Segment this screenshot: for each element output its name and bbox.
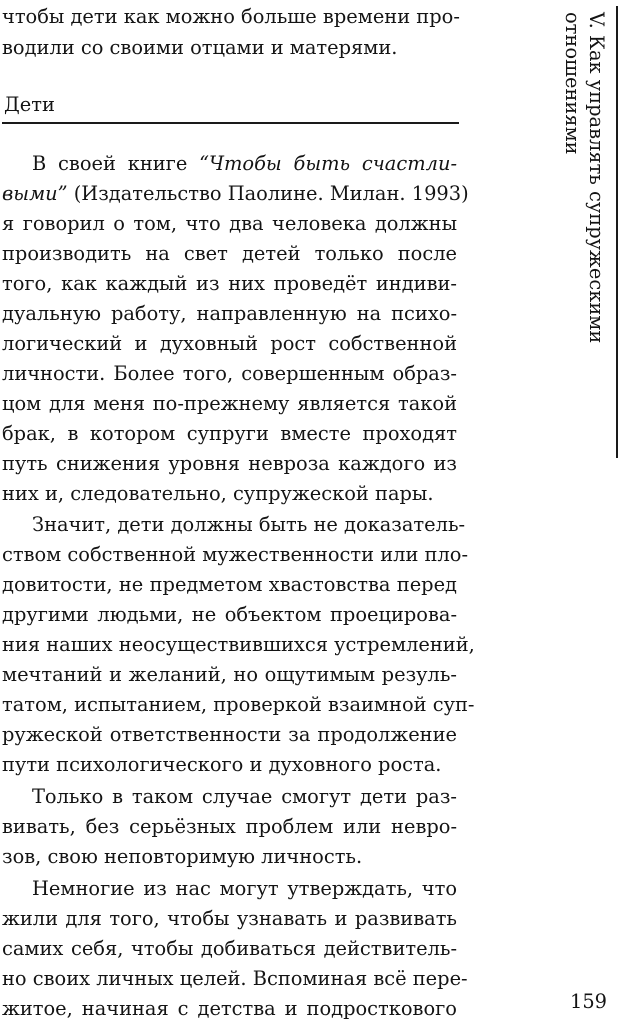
text-line: ния наших неосуществившихся устремлений, — [2, 633, 475, 656]
text-line: того, как каждый из них проведёт индиви- — [2, 272, 457, 295]
running-header-line2: отношениями — [561, 12, 584, 155]
text-line — [2, 179, 469, 209]
text-fragment: В своей книге — [32, 152, 188, 175]
text-line: производить на свет детей только после — [2, 242, 457, 265]
text-line: я говорил о том, что два человека должны — [2, 212, 457, 235]
text-line: путь снижения уровня невроза каждого из — [2, 452, 457, 475]
text-line: другими людьми, не объектом проецирова- — [2, 603, 457, 626]
text-line: брак, в котором супруги вместе проходят — [2, 422, 457, 445]
section-heading: Дети — [4, 93, 55, 116]
text-line — [32, 149, 457, 179]
publisher-note: (Издательство Паолине. Милан. 1993) — [73, 182, 469, 205]
page-number: 159 — [570, 990, 608, 1013]
text-line: Немногие из нас могут утверждать, что — [32, 877, 457, 900]
book-title: выми” — [2, 182, 68, 205]
book-title: “Чтобы быть счастли- — [199, 152, 458, 175]
running-header-rule — [616, 6, 618, 458]
text-line: ством собственной мужественности или пло- — [2, 543, 469, 566]
running-header — [560, 12, 608, 343]
text-line: татом, испытанием, проверкой взаимной суп- — [2, 693, 475, 716]
text-line: водили со своими отцами и матерями. — [2, 36, 398, 59]
text-line: Значит, дети должны быть не доказатель- — [32, 513, 466, 536]
text-line: логический и духовный рост собственной — [2, 332, 457, 355]
text-line: самих себя, чтобы добиваться действитель- — [2, 937, 457, 960]
text-line: чтобы дети как можно больше времени про- — [2, 5, 460, 28]
text-line: Только в таком случае смогут дети раз- — [32, 785, 457, 808]
text-line: зов, свою неповторимую личность. — [2, 845, 363, 868]
text-line: мечтаний и желаний, но ощутимым резуль- — [2, 663, 457, 686]
text-line: вивать, без серьёзных проблем или невро- — [2, 815, 457, 838]
text-line: жили для того, чтобы узнавать и развивать — [2, 907, 457, 930]
text-line: ружеской ответственности за продолжение — [2, 723, 457, 746]
text-line: них и, следовательно, супружеской пары. — [2, 482, 434, 505]
text-line: довитости, не предметом хвастовства перед — [2, 573, 457, 596]
text-line: пути психологического и духовного роста. — [2, 753, 442, 776]
text-line: житое, начиная с детства и подросткового — [2, 997, 457, 1020]
text-line: личности. Более того, совершенным образ- — [2, 362, 457, 385]
running-header-line1: V. Как управлять супружескими — [585, 12, 608, 344]
text-line: но своих личных целей. Вспоминая всё пере- — [2, 967, 468, 990]
text-line: дуальную работу, направленную на психо- — [2, 302, 457, 325]
text-line: цом для меня по-прежнему является такой — [2, 392, 457, 415]
heading-divider — [2, 122, 459, 124]
